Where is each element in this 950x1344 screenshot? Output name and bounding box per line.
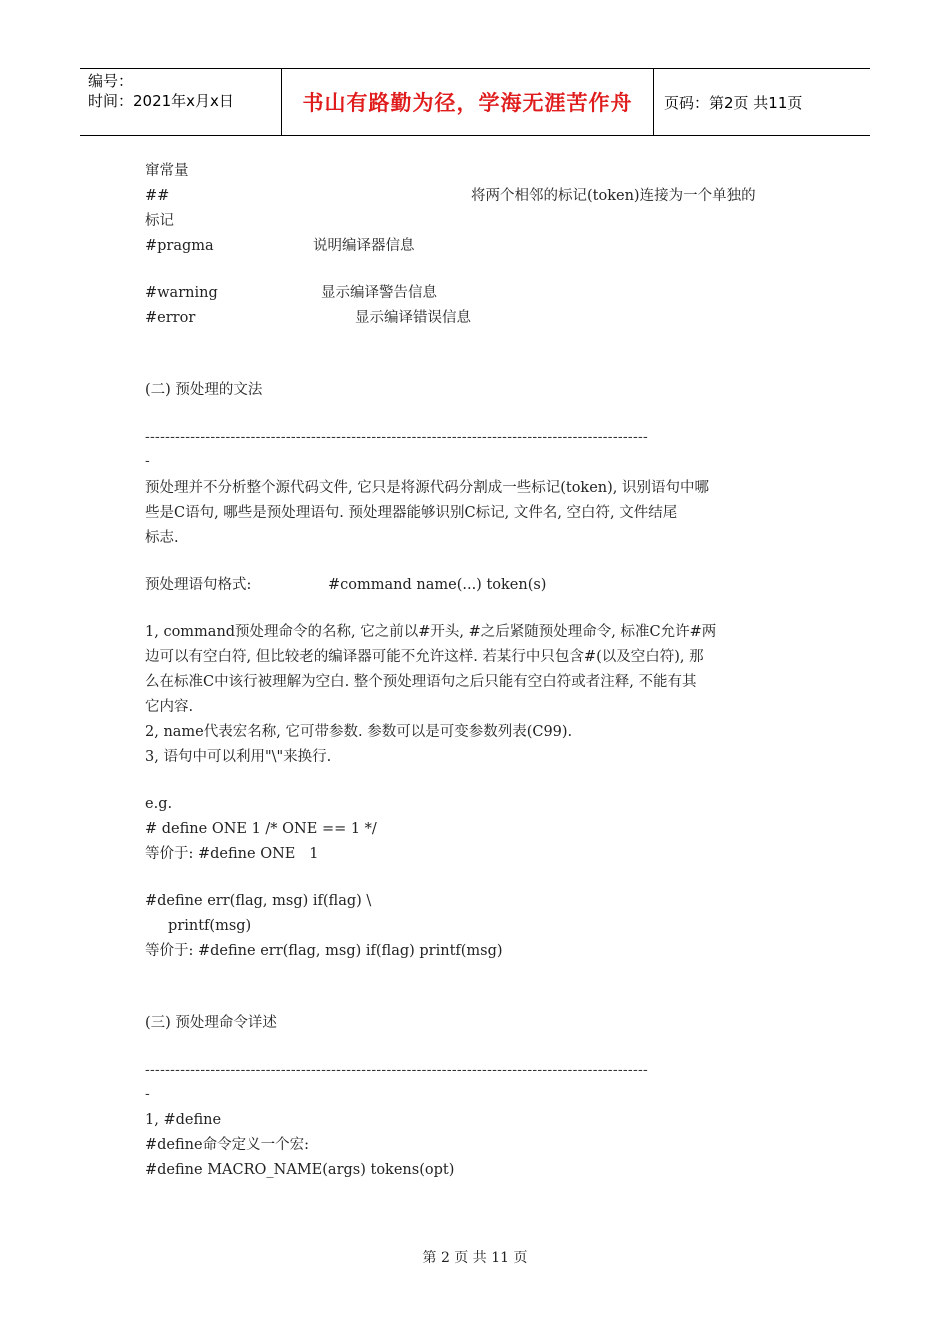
format-value: #command name(...) token(s)	[328, 577, 547, 593]
page-header	[80, 68, 870, 136]
directive-name: #error	[145, 310, 196, 326]
paragraph-line: 些是C语句, 哪些是预处理语句. 预处理器能够识别C标记, 文件名, 空白符, 文件结尾	[145, 505, 678, 521]
dash-separator: ----------------------------------------------------------------------------------------------------	[145, 1063, 649, 1077]
directive-desc: 显示编译警告信息	[321, 285, 437, 301]
code-line: #define err(flag, msg) if(flag) \	[145, 893, 372, 909]
body-line: 标记	[145, 213, 174, 229]
directive-name: ##	[145, 188, 170, 204]
header-motto: 书山有路勤为径，学海无涯苦作舟	[282, 69, 654, 135]
paragraph-line: 预处理并不分析整个源代码文件, 它只是将源代码分割成一些标记(token), 识别语句中哪	[145, 480, 710, 496]
directive-name: #warning	[145, 285, 218, 301]
code-line: # define ONE 1 /* ONE == 1 */	[145, 821, 377, 837]
header-page-info: 页码：第2页 共11页	[664, 93, 803, 112]
numbered-line: 么在标准C中该行被理解为空白. 整个预处理语句之后只能有空白符或者注释, 不能有其	[145, 674, 697, 690]
section-heading: (二) 预处理的文法	[145, 382, 263, 398]
paragraph-line: 标志.	[145, 530, 179, 546]
body-line: 1, #define	[145, 1112, 222, 1128]
code-line: printf(msg)	[145, 918, 252, 934]
numbered-line: 3, 语句中可以利用"\"来换行.	[145, 749, 332, 765]
code-line: 等价于: #define ONE 1	[145, 846, 319, 862]
dash-separator-tail: -	[145, 1087, 151, 1101]
directive-desc: 显示编译错误信息	[355, 310, 471, 326]
dash-separator-tail: -	[145, 454, 151, 468]
numbered-line: 边可以有空白符, 但比较老的编译器可能不允许这样. 若某行中只包含#(以及空白符), 那	[145, 649, 704, 665]
directive-desc: 将两个相邻的标记(token)连接为一个单独的	[471, 188, 756, 204]
code-line: 等价于: #define err(flag, msg) if(flag) printf(msg)	[145, 943, 503, 959]
code-line: #define MACRO_NAME(args) tokens(opt)	[145, 1162, 455, 1178]
dash-separator: ----------------------------------------------------------------------------------------------------	[145, 430, 649, 444]
body-line: 窜常量	[145, 163, 189, 179]
doc-number-label: 编号：	[88, 72, 134, 90]
numbered-line: 它内容.	[145, 699, 194, 715]
example-label: e.g.	[145, 796, 173, 812]
section-heading: (三) 预处理命令详述	[145, 1015, 277, 1031]
header-meta	[80, 69, 282, 135]
body-line: #define命令定义一个宏:	[145, 1137, 309, 1153]
numbered-line: 1, command预处理命令的名称, 它之前以#开头, #之后紧随预处理命令, 标准C允许#两	[145, 624, 717, 640]
format-label: 预处理语句格式:	[145, 577, 252, 593]
directive-desc: 说明编译器信息	[313, 238, 415, 254]
page-footer: 第 2 页 共 11 页	[422, 1250, 528, 1266]
directive-name: #pragma	[145, 238, 214, 254]
numbered-line: 2, name代表宏名称, 它可带参数. 参数可以是可变参数列表(C99).	[145, 724, 573, 740]
doc-time-label: 时间：2021年x月x日	[88, 92, 234, 110]
